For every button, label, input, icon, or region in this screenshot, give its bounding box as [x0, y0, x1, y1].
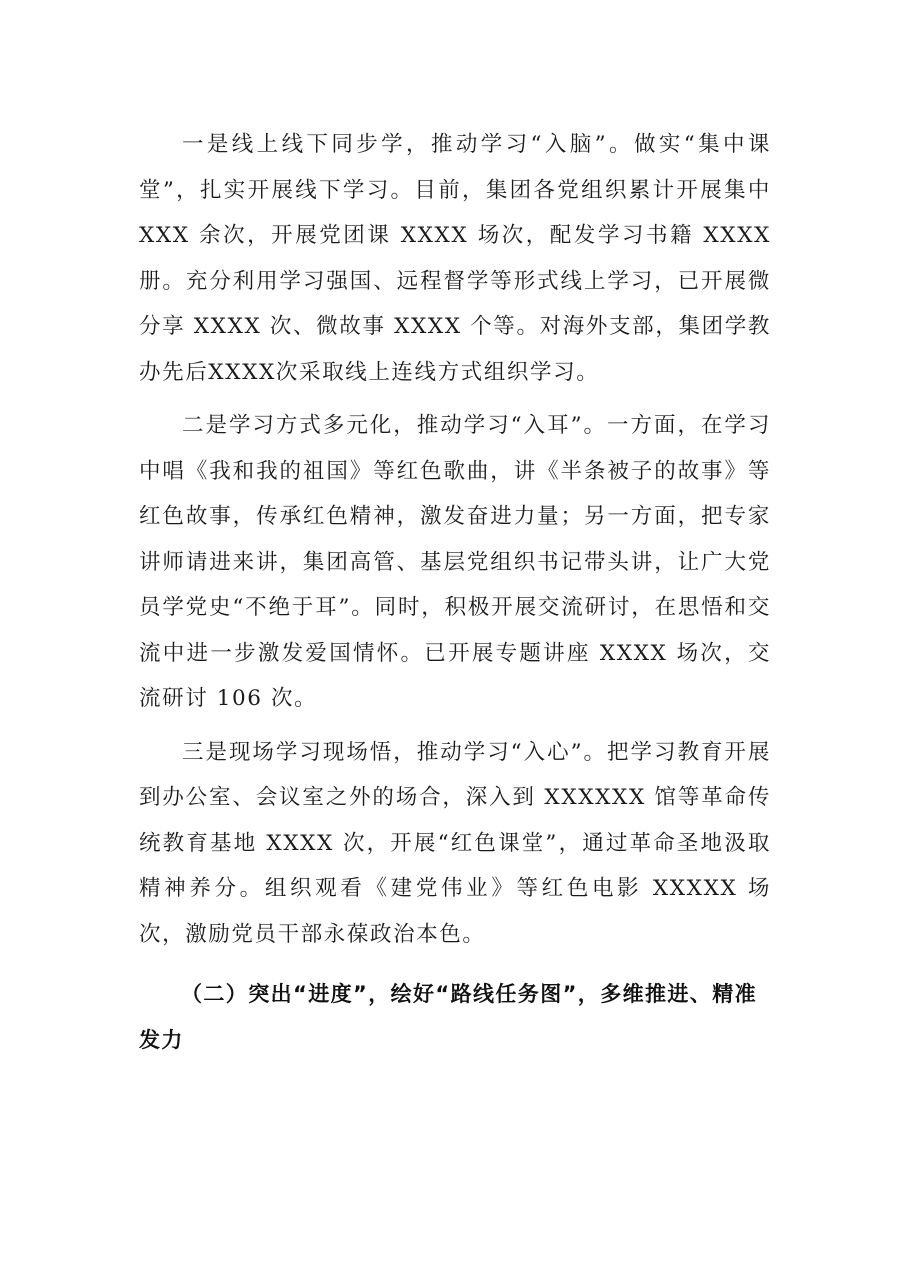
paragraph-diversified-study: 二是学习方式多元化，推动学习“入耳”。一方面，在学习中唱《我和我的祖国》等红色歌曲，讲《半条被子的故事》等红色故事，传承红色精神，激发奋进力量；另一方面，把专家讲师请进来讲，集团高管、基层党组织书记带头讲，让广大党员学党史“不绝于耳”。同时，积极开展交流研讨，在思悟和交流中进一步激发爱国情怀。已开展专题讲座 XXXX 场次，交流研讨 106 次。 [139, 413, 771, 711]
paragraph-online-offline-study: 一是线上线下同步学，推动学习“入脑”。做实“集中课堂”，扎实开展线下学习。目前，集团各党组织累计开展集中 XXX 余次，开展党团课 XXXX 场次，配发学习书籍 XXXX 册。充分利用学习强国、远程督学等形式线上学习，已开展微分享 XXXX 次、微故事 XXXX 个等。对海外支部，集团学教办先后XXXX次采取线上连线方式组织学习。 [139, 132, 771, 385]
document-body [139, 122, 771, 1063]
section-heading: （二）突出“进度”，绘好“路线任务图”，多维推进、精准发力 [139, 982, 758, 1052]
paragraph-onsite-study: 三是现场学习现场悟，推动学习“入心”。把学习教育开展到办公室、会议室之外的场合，深入到 XXXXXX 馆等革命传统教育基地 XXXX 次，开展“红色课堂”，通过革命圣地汲取精神养分。组织观看《建党伟业》等红色电影 XXXXX 场次，激励党员干部永葆政治本色。 [139, 739, 771, 947]
